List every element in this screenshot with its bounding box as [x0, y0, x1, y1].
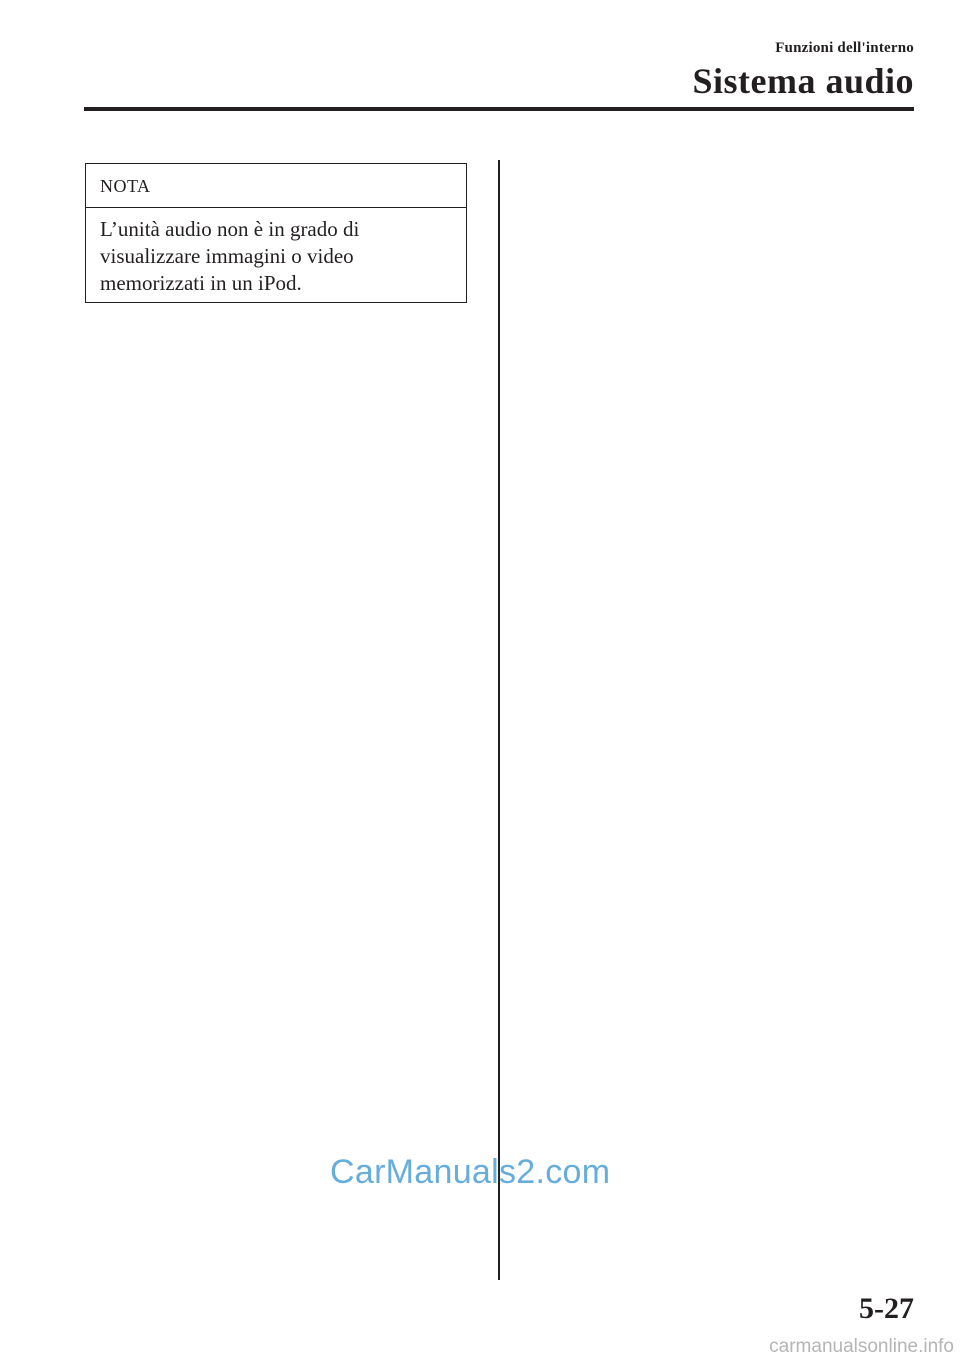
note-line: visualizzare immagini o video	[100, 244, 354, 268]
page-title: Sistema audio	[692, 61, 914, 101]
header-rule	[84, 107, 914, 111]
watermark-text: CarManuals2.com	[330, 1153, 611, 1191]
note-line: L’unità audio non è in grado di	[100, 217, 360, 241]
note-body	[86, 208, 466, 297]
page-number: 5-27	[859, 1292, 914, 1325]
note-line: memorizzati in un iPod.	[100, 271, 302, 295]
footer-url: carmanualsonline.info	[769, 1336, 954, 1357]
column-divider	[498, 160, 500, 1280]
note-title: NOTA	[86, 164, 466, 208]
section-label: Funzioni dell'interno	[775, 40, 914, 56]
note-box	[85, 163, 467, 303]
